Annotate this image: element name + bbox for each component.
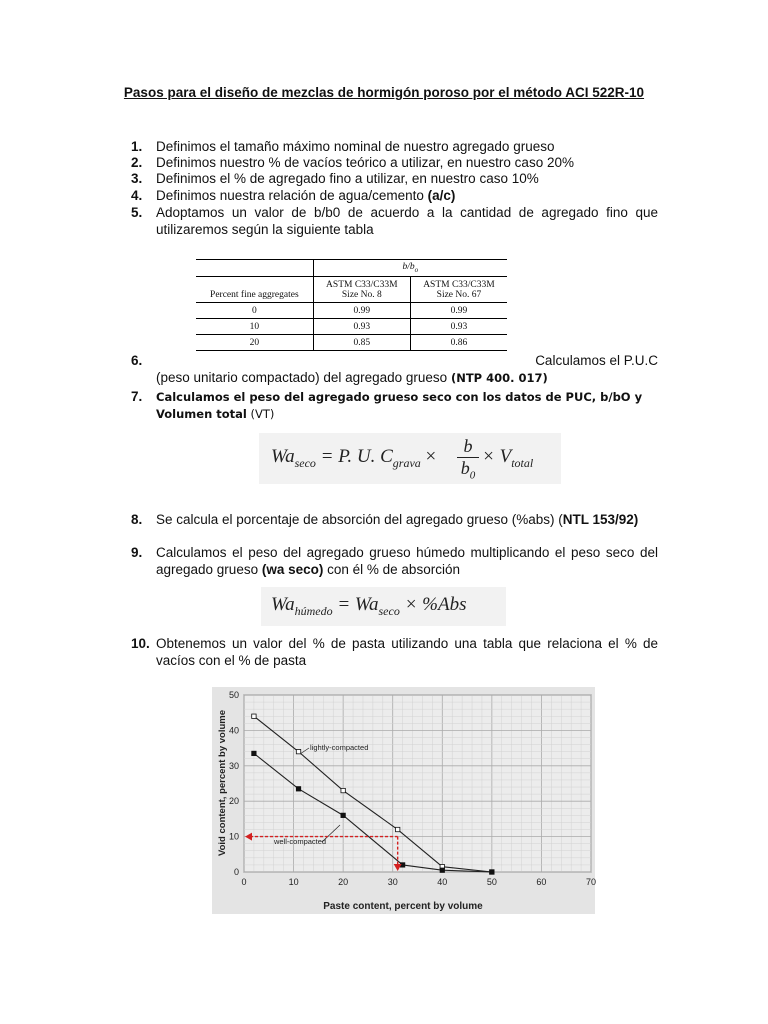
step-number: 4. (131, 188, 143, 203)
bb0-table (196, 259, 507, 351)
y-tick-label: 40 (228, 725, 239, 736)
x-axis-label: Paste content, percent by volume (323, 901, 483, 912)
step-text (156, 188, 658, 205)
step-text-bold: Calculamos el peso del agregado grueso seco con los datos de PUC, b/bO y Volumen total (156, 390, 643, 421)
formula-sub: húmedo (294, 603, 333, 618)
col-size67-line1: ASTM C33/C33M (423, 279, 495, 290)
bb0-label: b/b (402, 261, 415, 272)
table-cell: 0 (251, 305, 257, 316)
data-point (341, 813, 345, 817)
data-point (296, 749, 300, 753)
col-size8-line2: Size No. 8 (341, 289, 382, 300)
step-text-plain: Se calcula el porcentaje de absorción del agregado grueso (%abs) ( (156, 512, 563, 527)
step-text-bold: NTL 153/92) (562, 512, 639, 527)
step-text: Definimos el % de agregado fino a utilizar, en nuestro caso 10% (156, 171, 539, 186)
formula-wet-weight (261, 587, 506, 626)
x-tick-label: 40 (437, 877, 448, 887)
step-number: 9. (131, 545, 143, 560)
document-title: Pasos para el diseño de mezclas de hormigón poroso por el método ACI 522R-10 (123, 85, 645, 100)
step-text (156, 545, 658, 578)
x-tick-label: 10 (288, 877, 299, 887)
formula-sub: seco (294, 455, 316, 470)
data-point (252, 751, 256, 755)
table-row (196, 303, 507, 319)
data-point (490, 870, 494, 874)
col-size8-line1: ASTM C33/C33M (326, 279, 398, 290)
void-paste-chart (212, 687, 595, 914)
step-text-plain: Calculamos el peso del agregado grueso húmedo multiplicando el peso seco del agregado grueso (156, 545, 658, 577)
step-text-plain: (peso unitario compactado) del agregado grueso (156, 370, 451, 385)
step-number: 7. (131, 389, 143, 404)
formula-puc: = P. U. C (315, 446, 393, 467)
step-text-right: Calculamos el P.U.C (535, 353, 658, 368)
step-number: 1. (131, 139, 143, 154)
step-text-bold: (wa seco) (261, 561, 324, 577)
x-tick-label: 70 (585, 877, 597, 887)
y-tick-label: 0 (233, 867, 239, 877)
y-tick-label: 20 (228, 796, 239, 807)
step-text-bold: (NTP 400. 017) (450, 371, 548, 385)
step-text: Obtenemos un valor del % de pasta utilizando una tabla que relaciona el % de vacíos con el % de pasta (156, 636, 658, 668)
table-cell: 0.93 (410, 319, 507, 335)
data-point (395, 827, 399, 831)
table-cell: 0.93 (313, 319, 410, 335)
formula-rhs (482, 446, 533, 471)
formula-fraction (457, 436, 479, 486)
step-text: Definimos nuestro % de vacíos teórico a utilizar, en nuestro caso 20% (156, 155, 574, 170)
data-point (296, 787, 300, 791)
step-text-plain: con él % de absorción (323, 561, 460, 577)
step-text (156, 370, 658, 387)
step-number: 2. (131, 155, 143, 170)
den-b: b (460, 458, 470, 478)
table-col-size8 (313, 277, 410, 303)
formula-lhs (271, 446, 436, 471)
table-cell: 20 (249, 337, 260, 348)
table-cell: 0.85 (313, 335, 410, 351)
step-6 (131, 353, 658, 387)
formula-wa-seco: = Wa (332, 594, 379, 615)
step-text-plain: (VT) (246, 407, 275, 421)
step-number: 8. (131, 512, 143, 527)
formula-abs: × %Abs (399, 594, 467, 615)
step-text (156, 389, 658, 423)
data-point (440, 868, 444, 872)
bb0-sub: o (414, 265, 419, 274)
table-row (196, 319, 507, 335)
step-number: 5. (131, 205, 143, 220)
table-cell: 0.99 (313, 303, 410, 319)
data-point (252, 714, 256, 718)
table-col-size67 (410, 277, 507, 303)
formula-times: × (425, 446, 437, 467)
y-tick-label: 50 (228, 690, 239, 700)
step-text-bold: (a/c) (427, 188, 456, 203)
x-tick-label: 30 (387, 877, 398, 887)
formula-sub: total (511, 455, 534, 470)
table-row (196, 335, 507, 351)
series-label-lightly-compacted: lightly-compacted (310, 743, 369, 752)
y-tick-label: 30 (228, 760, 239, 771)
table-col-percent-fine: Percent fine aggregates (210, 290, 299, 300)
y-axis-label: Void content, percent by volume (217, 709, 228, 857)
formula-sub: seco (378, 603, 400, 618)
formula-wa: Wa (271, 446, 295, 467)
formula-wa: Wa (271, 594, 295, 615)
step-text (156, 512, 658, 529)
step-number: 6. (131, 353, 143, 368)
table-header-empty (196, 260, 313, 277)
table-subheader-row (196, 277, 507, 303)
x-tick-label: 60 (536, 877, 547, 887)
col-size67-line2: Size No. 67 (436, 289, 482, 300)
step-text-plain: Definimos nuestra relación de agua/cemento (156, 188, 428, 203)
formula-expression (271, 594, 466, 619)
chart-svg (212, 687, 595, 914)
x-tick-label: 20 (338, 877, 349, 887)
table-header-row (196, 260, 507, 277)
table-cell: 10 (249, 321, 260, 332)
y-tick-label: 10 (228, 831, 239, 842)
step-text: Adoptamos un valor de b/b0 de acuerdo a la cantidad de agregado fino que utilizaremos según la siguiente tabla (156, 205, 658, 237)
step-text: Definimos el tamaño máximo nominal de nuestro agregado grueso (156, 139, 555, 154)
data-point (341, 788, 345, 792)
step-number: 3. (131, 171, 143, 186)
formula-dry-weight (259, 433, 561, 484)
den-sub: 0 (469, 469, 476, 482)
series-label-well-compacted: well-compacted (274, 837, 327, 846)
x-tick-label: 50 (486, 877, 497, 887)
step-number: 10. (131, 636, 150, 651)
x-tick-label: 0 (241, 877, 247, 887)
fraction-denominator (457, 457, 479, 486)
formula-vtotal: × V (482, 446, 512, 467)
table-header-bb0 (313, 260, 507, 277)
formula-sub: grava (392, 455, 421, 470)
fraction-numerator: b (463, 436, 473, 456)
table-cell: 0.86 (410, 335, 507, 351)
table-cell: 0.99 (410, 303, 507, 319)
